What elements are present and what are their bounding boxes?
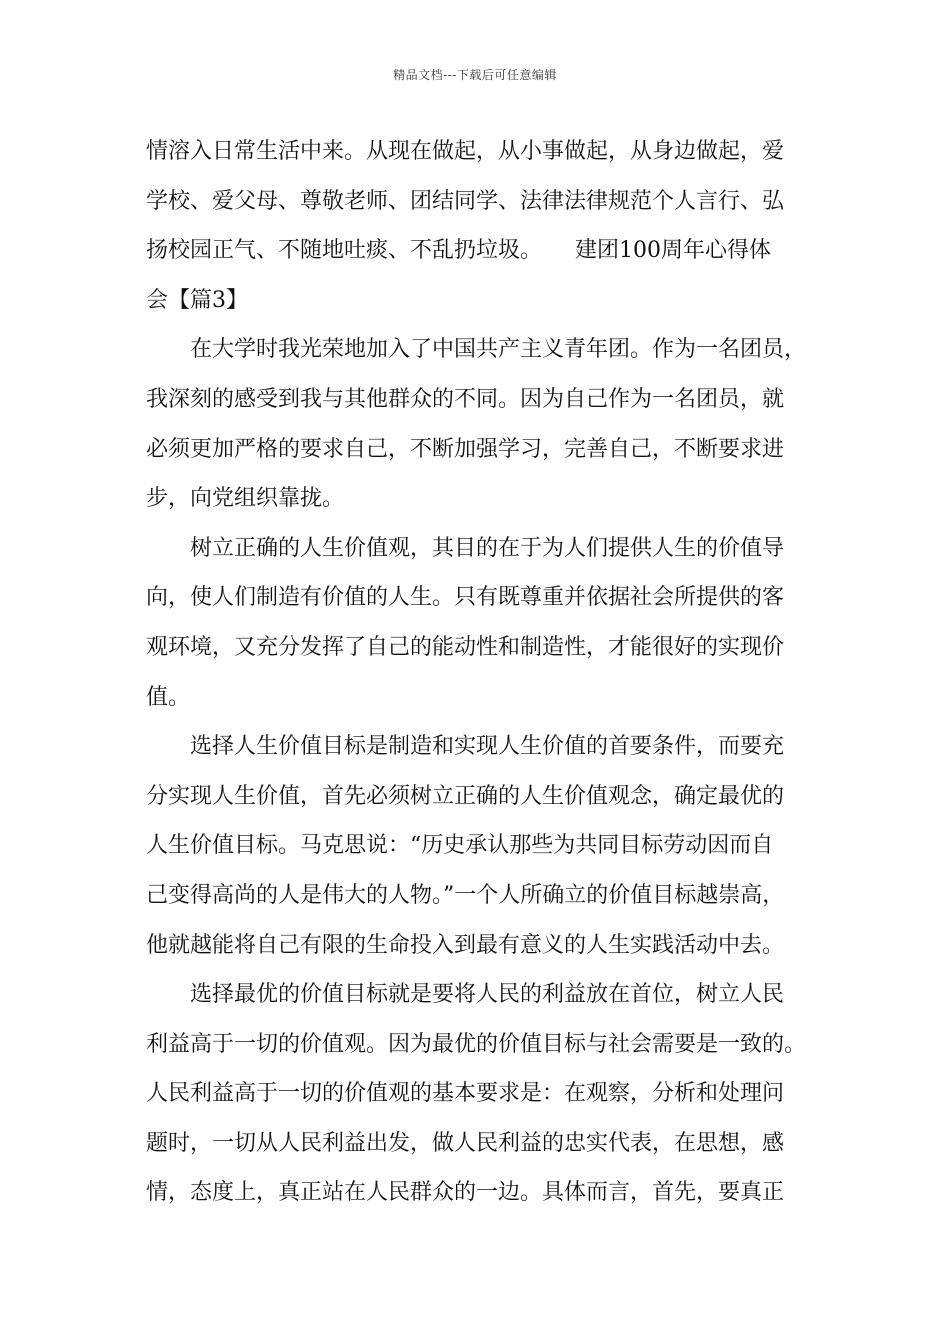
paragraph-first-line: 在大学时我光荣地加入了中国共产主义青年团。作为一名团员， <box>190 337 807 363</box>
text-line: 人民利益高于一切的价值观的基本要求是：在观察，分析和处理问 <box>146 1081 785 1107</box>
text-line: 他就越能将自己有限的生命投入到最有意义的人生实践活动中去。 <box>146 932 785 958</box>
text-line: 步，向党组织靠拢。 <box>146 486 345 512</box>
document-body <box>146 127 816 1218</box>
text-line: 扬校园正气、不随地吐痰、不乱扔垃圾。 建团100周年心得体 <box>146 238 771 264</box>
text-line: 分实现人生价值，首先必须树立正确的人生价值观念，确定最优的 <box>146 783 785 809</box>
text-line: 题时，一切从人民利益出发，做人民利益的忠实代表，在思想，感 <box>146 1130 785 1156</box>
text-line: 会【篇3】 <box>146 287 248 313</box>
text-line: 情，态度上，真正站在人民群众的一边。具体而言，首先，要真正 <box>146 1180 785 1206</box>
page-header: 精品文档---下载后可任意编辑 <box>393 68 557 82</box>
paragraph-first-line: 选择人生价值目标是制造和实现人生价值的首要条件，而要充 <box>190 734 785 760</box>
text-line: 值。 <box>146 684 191 710</box>
text-line: 学校、爱父母、尊敬老师、团结同学、法律法律规范个人言行、弘 <box>146 188 785 214</box>
paragraph-first-line: 树立正确的人生价值观，其目的在于为人们提供人生的价值导 <box>190 535 785 561</box>
text-line: 利益高于一切的价值观。因为最优的价值目标与社会需要是一致的。 <box>146 1031 807 1057</box>
text-line: 必须更加严格的要求自己，不断加强学习，完善自己，不断要求进 <box>146 436 785 462</box>
text-line: 己变得高尚的人是伟大的人物。”一个人所确立的价值目标越崇高， <box>146 882 785 908</box>
paragraph-first-line: 选择最优的价值目标就是要将人民的利益放在首位，树立人民 <box>190 982 785 1008</box>
text-line: 我深刻的感受到我与其他群众的不同。因为自己作为一名团员，就 <box>146 386 785 412</box>
text-line: 人生价值目标。马克思说：“历史承认那些为共同目标劳动因而自 <box>146 833 774 859</box>
text-line: 观环境，又充分发挥了自己的能动性和制造性，才能很好的实现价 <box>146 634 785 660</box>
text-line: 情溶入日常生活中来。从现在做起，从小事做起，从身边做起，爱 <box>146 139 785 164</box>
text-line: 向，使人们制造有价值的人生。只有既尊重并依据社会所提供的客 <box>146 585 785 611</box>
